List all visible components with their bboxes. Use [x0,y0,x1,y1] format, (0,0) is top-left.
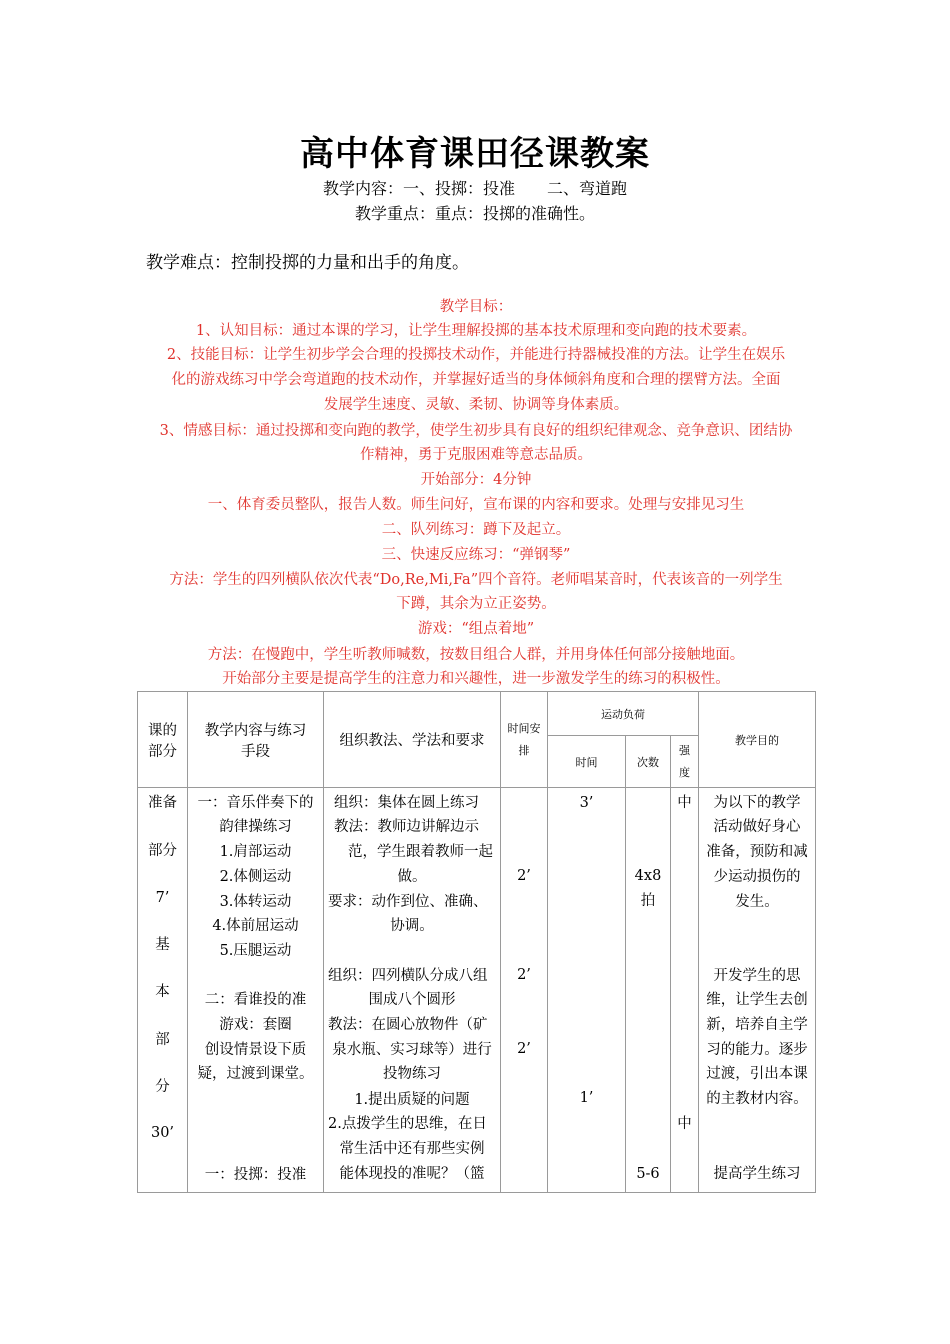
lesson-plan-table [137,691,816,1193]
cell-line: 准备 [148,795,177,811]
cell-line: 部分 [148,843,177,859]
cell-line: 2’ [517,967,531,983]
cell-line: 要求：动作到位、准确、 [328,894,488,910]
cell-line: 创设情景设下质 [204,1042,307,1058]
cell-line: 准备，预防和减 [706,844,808,860]
cell-line: 教法：教师边讲解边示 [334,819,479,835]
cell-line: 分 [155,1079,170,1095]
header-text: 强 [679,743,690,757]
intensity-cell [671,788,699,1193]
goal-line: 化的游戏练习中学会弯道跑的技术动作，并掌握好适当的身体倾斜角度和合理的摆臂方法。全面 [171,372,781,388]
cell-line: 能体现投的准呢？（篮 [339,1166,485,1182]
cell-line: 为以下的教学 [713,795,801,811]
teaching-content-cell [188,788,324,1193]
cell-line: 拍 [640,893,656,909]
cell-line: 投物练习 [383,1066,441,1082]
teaching-difficulty-line: 教学难点：控制投掷的力量和出手的角度。 [146,253,469,273]
cell-line: 做。 [397,869,427,885]
cell-line: 一：音乐伴奏下的 [197,795,314,811]
cell-line: 1.肩部运动 [219,844,292,860]
cell-line: 2’ [517,1041,531,1057]
cell-line: 一：投掷：投准 [204,1167,307,1183]
cell-line: 4x8 [634,868,662,884]
page-title: 高中体育课田径课教案 [300,134,650,174]
cell-line: 过渡，引出本课 [706,1066,808,1082]
teaching-content-line: 教学内容：一、投掷：投准 二、弯道跑 [322,179,627,198]
cell-line: 1’ [579,1090,594,1106]
header-text: 课的 [148,722,177,739]
header-time-schedule [501,692,548,788]
cell-line: 2.点拨学生的思维，在日 [328,1116,487,1132]
header-teaching-goal: 教学目的 [699,692,816,788]
cell-line: 的主教材内容。 [706,1091,808,1107]
header-text: 排 [518,743,530,757]
cell-line: 韵律操练习 [219,819,292,835]
cell-line: 2’ [517,868,531,884]
cell-line: 教法：在圆心放物件（矿 [328,1017,488,1033]
opening-section-line: 游戏：“组点着地” [417,621,535,637]
header-exercise-load: 运动负荷 [548,692,699,736]
cell-line: 维，让学生去创 [706,992,808,1008]
cell-line: 少运动损伤的 [713,869,801,885]
goal-line: 1、认知目标：通过本课的学习，让学生理解投掷的基本技术原理和变向跑的技术要素。 [195,323,757,339]
goals-heading: 教学目标： [439,299,513,315]
cell-line: 新，培养自主学 [706,1017,808,1033]
opening-section-line: 开始部分主要是提高学生的注意力和兴趣性，进一步激发学生的练习的积极性。 [222,671,730,687]
opening-section-line: 三、快速反应练习：“弹钢琴” [381,547,571,563]
cell-line: 组织：集体在圆上练习 [334,795,479,811]
header-text: 手段 [241,743,270,760]
header-load-count: 次数 [626,736,671,788]
cell-line: 组织：四列横队分成八组 [328,968,488,984]
header-teaching-content [188,692,324,788]
cell-line: 范，学生跟着教师一起 [348,844,493,860]
time-schedule-cell [501,788,548,1193]
cell-line: 基 [155,937,170,953]
opening-section-line: 方法：在慢跑中，学生听教师喊数，按数目组合人群，并用身体任何部分接触地面。 [207,647,745,663]
cell-line: 3’ [579,795,594,811]
goal-line: 3、情感目标：通过投掷和变向跑的教学，使学生初步具有良好的组织纪律观念、竞争意识、团结协 [159,423,793,439]
load-time-cell [548,788,626,1193]
header-text: 度 [679,765,690,779]
header-organization: 组织教法、学法和要求 [324,692,501,788]
cell-line: 发生。 [735,894,779,910]
opening-section-line: 一、体育委员整队，报告人数。师生问好，宣布课的内容和要求。处理与安排见习生 [207,497,745,513]
cell-line: 活动做好身心 [713,819,801,835]
cell-line: 中 [677,795,692,811]
teaching-goal-cell [699,788,816,1193]
opening-section-line: 二、队列练习：蹲下及起立。 [381,522,571,538]
cell-line: 中 [677,1116,692,1132]
header-text: 部分 [148,743,177,760]
cell-line: 1.提出质疑的问题 [354,1092,470,1108]
cell-line: 泉水瓶、实习球等）进行 [332,1042,492,1058]
header-lesson-part [138,692,188,788]
goal-line: 作精神，勇于克服困难等意志品质。 [360,447,592,463]
goal-line: 2、技能目标：让学生初步学会合理的投掷技术动作，并能进行持器械投准的方法。让学生在娱乐 [166,347,786,363]
opening-section-line: 开始部分：4分钟 [420,472,532,488]
opening-section-line: 下蹲，其余为立正姿势。 [396,596,556,612]
cell-line: 5.压腿运动 [219,943,292,959]
cell-line: 3.体转运动 [219,894,292,910]
cell-line: 2.体侧运动 [219,869,292,885]
cell-line: 开发学生的思 [713,968,801,984]
cell-line: 本 [155,984,170,1000]
cell-line: 部 [155,1032,170,1048]
cell-line: 4.体前屈运动 [212,918,299,934]
cell-line: 二：看谁投的准 [204,992,307,1008]
teaching-focus-line: 教学重点：重点：投掷的准确性。 [354,204,595,223]
opening-section-line: 方法：学生的四列横队依次代表“Do,Re,Mi,Fa”四个音符。老师唱某音时，代表该音的一列学生 [169,572,783,588]
cell-line: 习的能力。逐步 [706,1042,808,1058]
organization-cell [324,788,501,1193]
cell-line: 常生活中还有那些实例 [339,1141,485,1157]
cell-line: 7’ [155,890,170,906]
cell-line: 协调。 [390,918,434,934]
header-text: 时间安 [507,721,541,735]
header-text: 教学内容与练习 [204,722,307,739]
cell-line: 30’ [150,1125,175,1141]
cell-line: 疑，过渡到课堂。 [197,1066,314,1082]
load-count-cell [626,788,671,1193]
cell-line: 提高学生练习 [713,1166,801,1182]
goal-line: 发展学生速度、灵敏、柔韧、协调等身体素质。 [323,397,629,413]
cell-line: 5-6 [636,1166,660,1182]
header-intensity [671,736,699,788]
cell-line: 游戏：套圈 [219,1017,292,1033]
cell-line: 围成八个圆形 [368,992,456,1008]
header-load-time: 时间 [548,736,626,788]
lesson-part-cell [138,788,188,1193]
